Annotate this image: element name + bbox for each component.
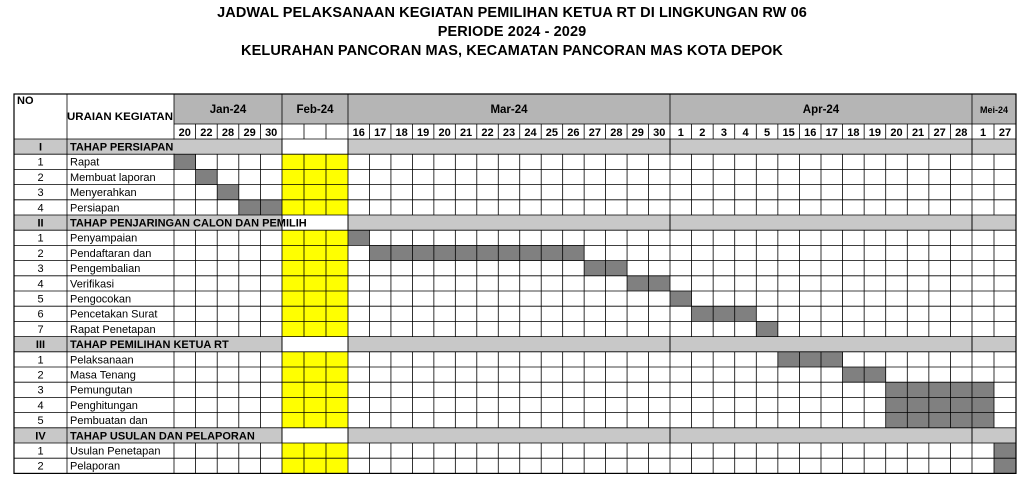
task-bar-cell <box>239 200 261 215</box>
feb-highlight <box>282 397 348 412</box>
task-bar-cell <box>929 382 951 397</box>
day-label: 1 <box>979 127 987 139</box>
feb-highlight <box>282 169 348 184</box>
task-bar-cell <box>886 382 908 397</box>
feb-highlight <box>282 276 348 291</box>
day-label: 27 <box>998 127 1012 139</box>
task-bar-cell <box>391 245 412 260</box>
task-number: 4 <box>37 202 44 215</box>
task-bar-cell <box>929 397 951 412</box>
feb-highlight <box>282 154 348 169</box>
task-label: Pencetakan Surat <box>70 308 158 321</box>
task-label: Penghitungan <box>70 399 138 412</box>
day-label: 19 <box>868 127 882 139</box>
task-bar-cell <box>584 261 605 276</box>
task-bar-cell <box>196 169 218 184</box>
day-label: 29 <box>631 127 644 139</box>
day-label: 15 <box>782 127 795 139</box>
task-bar-cell <box>477 245 498 260</box>
task-number: 1 <box>37 354 44 367</box>
task-number: 2 <box>37 247 44 260</box>
section-number: III <box>35 339 46 352</box>
task-bar-cell <box>799 352 821 367</box>
day-label: 23 <box>502 127 516 139</box>
task-bar-cell <box>627 276 648 291</box>
task-bar-cell <box>217 185 239 200</box>
task-number: 4 <box>37 278 44 291</box>
feb-highlight <box>282 413 348 428</box>
task-label: Persiapan <box>70 202 120 215</box>
task-number: 3 <box>37 384 44 397</box>
task-number: 5 <box>37 293 44 306</box>
task-label: Pembuatan dan <box>70 415 148 428</box>
feb-highlight <box>282 321 348 336</box>
day-label: 2 <box>699 127 706 139</box>
month-label: Jan-24 <box>209 104 247 116</box>
task-label: Rapat <box>70 156 100 169</box>
task-bar-cell <box>778 352 800 367</box>
task-bar-cell <box>649 276 670 291</box>
task-bar-cell <box>907 382 929 397</box>
task-bar-cell <box>950 382 972 397</box>
day-label: 18 <box>847 127 860 139</box>
task-bar-cell <box>907 397 929 412</box>
task-bar-cell <box>950 397 972 412</box>
day-label: 21 <box>459 127 473 139</box>
task-bar-cell <box>455 245 476 260</box>
task-bar-cell <box>606 261 627 276</box>
section-title: TAHAP PEMILIHAN KETUA RT <box>70 339 229 352</box>
day-label: 16 <box>804 127 817 139</box>
feb-highlight <box>282 291 348 306</box>
task-bar-cell <box>174 154 196 169</box>
task-number: 1 <box>37 232 44 245</box>
task-label: Pendaftaran dan <box>70 247 152 260</box>
document-title: JADWAL PELAKSANAAN KEGIATAN PEMILIHAN KETUA RT DI LINGKUNGAN RW 06 <box>217 5 807 21</box>
task-bar-cell <box>843 367 865 382</box>
day-label: 20 <box>438 127 451 139</box>
day-label: 17 <box>374 127 387 139</box>
task-label: Usulan Penetapan <box>70 445 161 458</box>
section-title: TAHAP USULAN DAN PELAPORAN <box>70 430 255 443</box>
task-bar-cell <box>907 413 929 428</box>
task-bar-cell <box>692 306 714 321</box>
feb-highlight <box>282 185 348 200</box>
month-label: Mei-24 <box>979 105 1009 115</box>
feb-highlight <box>282 230 348 245</box>
day-label: 27 <box>933 127 946 139</box>
task-bar-cell <box>563 245 584 260</box>
feb-highlight <box>282 352 348 367</box>
day-label: 28 <box>221 127 235 139</box>
task-label: Pelaporan <box>70 460 121 473</box>
day-label: 20 <box>178 127 191 139</box>
day-label: 24 <box>524 127 537 139</box>
task-bar-cell <box>929 413 951 428</box>
month-label: Feb-24 <box>296 104 334 116</box>
month-label: Mar-24 <box>490 104 528 116</box>
task-label: Pengocokan <box>70 293 132 306</box>
task-bar-cell <box>972 382 994 397</box>
section-number: I <box>38 141 43 154</box>
task-bar-cell <box>412 245 433 260</box>
day-label: 18 <box>395 127 408 139</box>
day-label: 27 <box>588 127 601 139</box>
task-number: 6 <box>37 308 44 321</box>
section-feb-gap <box>282 337 348 352</box>
month-label: Apr-24 <box>802 104 840 116</box>
day-label: 29 <box>243 127 256 139</box>
feb-highlight <box>282 200 348 215</box>
day-label: 19 <box>417 127 430 139</box>
task-bar-cell <box>348 230 369 245</box>
document-location: KELURAHAN PANCORAN MAS, KECAMATAN PANCORAN MAS KOTA DEPOK <box>241 43 783 59</box>
feb-highlight <box>282 306 348 321</box>
day-label: 17 <box>825 127 838 139</box>
day-label: 25 <box>545 127 559 139</box>
task-bar-cell <box>886 397 908 412</box>
task-label: Pelaksanaan <box>70 354 134 367</box>
task-bar-cell <box>972 397 994 412</box>
day-label: 22 <box>481 127 494 139</box>
task-number: 1 <box>37 156 44 169</box>
task-number: 4 <box>37 399 44 412</box>
no-header: NO <box>17 95 34 107</box>
task-bar-cell <box>369 245 390 260</box>
task-bar-cell <box>886 413 908 428</box>
task-number: 3 <box>37 263 44 276</box>
day-label: 21 <box>911 127 925 139</box>
section-number: IV <box>35 430 46 443</box>
feb-highlight <box>282 367 348 382</box>
day-label: 4 <box>742 127 749 139</box>
task-bar-cell <box>821 352 843 367</box>
task-label: Membuat laporan <box>70 171 156 184</box>
task-number: 2 <box>37 460 44 473</box>
task-bar-cell <box>756 321 778 336</box>
task-bar-cell <box>260 200 282 215</box>
section-title: TAHAP PERSIAPAN <box>70 141 174 154</box>
task-bar-cell <box>670 291 692 306</box>
day-label: 5 <box>764 127 771 139</box>
day-label: 20 <box>890 127 903 139</box>
feb-highlight <box>282 458 348 473</box>
task-bar-cell <box>864 367 886 382</box>
task-bar-cell <box>950 413 972 428</box>
day-label: 30 <box>265 127 278 139</box>
day-label: 1 <box>677 127 684 139</box>
feb-highlight <box>282 382 348 397</box>
task-number: 5 <box>37 415 44 428</box>
task-label: Rapat Penetapan <box>70 323 156 336</box>
task-number: 7 <box>37 323 44 336</box>
task-bar-cell <box>735 306 757 321</box>
task-bar-cell <box>994 458 1016 473</box>
task-label: Masa Tenang <box>70 369 136 382</box>
section-title: TAHAP PENJARINGAN CALON DAN PEMILIH <box>70 217 307 230</box>
section-number: II <box>37 217 44 230</box>
feb-highlight <box>282 245 348 260</box>
feb-highlight <box>282 443 348 458</box>
day-label: 30 <box>653 127 666 139</box>
task-bar-cell <box>972 413 994 428</box>
task-number: 2 <box>37 171 44 184</box>
task-bar-cell <box>994 443 1016 458</box>
task-label: Pemungutan <box>70 384 133 397</box>
uraian-header: URAIAN KEGIATAN <box>67 111 174 123</box>
task-label: Menyerahkan <box>70 187 137 200</box>
task-number: 3 <box>37 187 44 200</box>
task-bar-cell <box>434 245 455 260</box>
task-label: Penyampaian <box>70 232 138 245</box>
document-period: PERIODE 2024 - 2029 <box>437 24 587 40</box>
day-label: 28 <box>955 127 968 139</box>
section-feb-gap <box>282 428 348 443</box>
task-number: 2 <box>37 369 44 382</box>
task-bar-cell <box>498 245 519 260</box>
task-number: 1 <box>37 445 44 458</box>
section-feb-gap <box>282 139 348 154</box>
day-label: 22 <box>200 127 213 139</box>
day-label: 3 <box>720 127 727 139</box>
day-label: 16 <box>352 127 365 139</box>
day-label: 28 <box>610 127 623 139</box>
feb-highlight <box>282 261 348 276</box>
task-bar-cell <box>520 245 541 260</box>
task-label: Verifikasi <box>70 278 115 291</box>
day-label: 26 <box>567 127 580 139</box>
task-bar-cell <box>541 245 562 260</box>
task-bar-cell <box>713 306 735 321</box>
task-label: Pengembalian <box>70 263 141 276</box>
